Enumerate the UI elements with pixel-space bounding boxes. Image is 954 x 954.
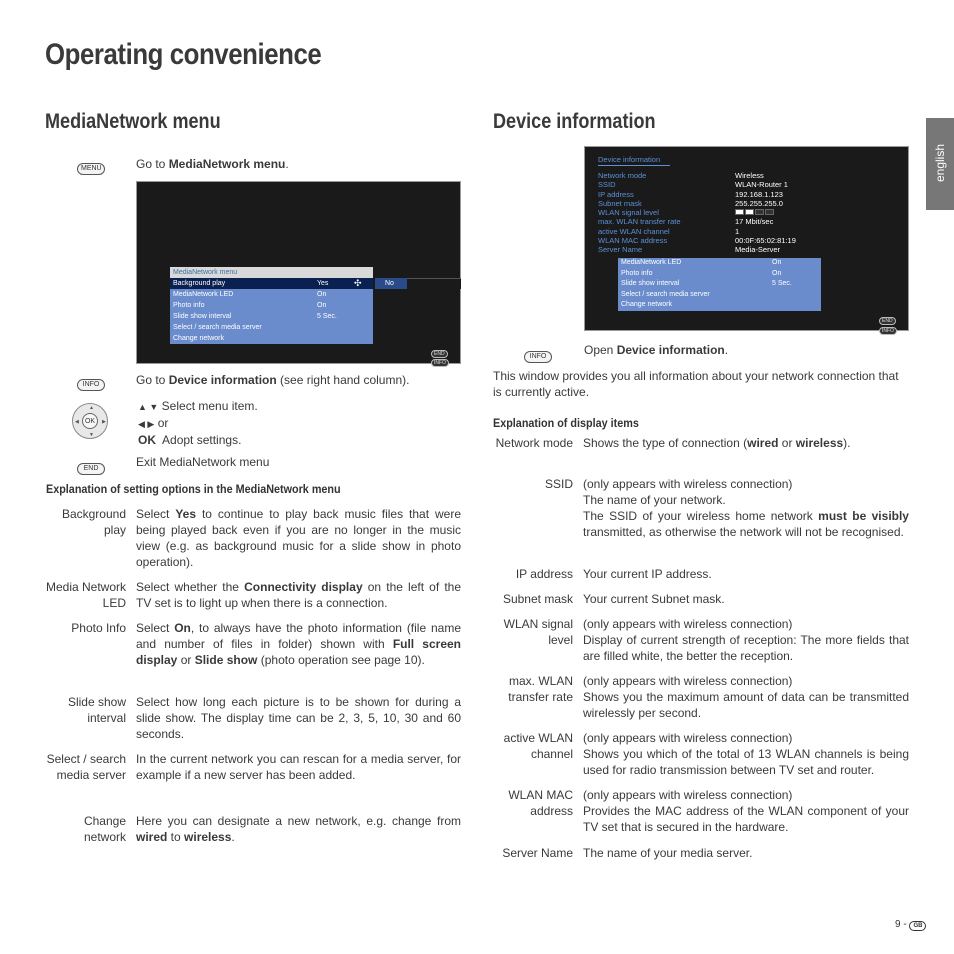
left-heading: MediaNetwork menu (45, 110, 221, 133)
left-item-desc: Select Yes to continue to play back music files that were being played back even if you are no longer in the music view (e.g. as background music for a slide show in photo operation). (136, 507, 462, 569)
device-screen-info-key: INFO (879, 319, 897, 337)
gb-badge-icon: GB (909, 921, 926, 931)
screen-end-key: END (431, 342, 448, 360)
device-info-key: WLAN signal level (598, 208, 659, 218)
language-tab-label: english (933, 143, 947, 183)
right-item-label: max. WLAN transfer rate (508, 674, 573, 704)
screen-info-key: INFO (431, 351, 449, 369)
menu-body (170, 278, 373, 344)
left-right-arrows-icon: ◀ ▶ (138, 419, 155, 429)
device-info-key: active WLAN channel (598, 226, 670, 236)
device-info-value: Wireless (735, 171, 764, 180)
menu-row-photo-info[interactable]: Photo info On (173, 302, 327, 309)
left-item-desc: Select how long each picture is to be shown for during a slide show. The display time can be 2, 3, 5, 10, 30 and 60 seconds. (136, 695, 461, 741)
right-item-label: SSID (544, 477, 573, 491)
right-item-desc: (only appears with wireless connection) Display of current strength of reception: The more fields that are filled white, the better the reception. (583, 617, 909, 663)
left-item-label: Background play (61, 507, 126, 537)
step-end-text: Exit MediaNetwork menu (136, 455, 270, 469)
step-info-text: Go to Device information (see right hand column). (136, 373, 410, 387)
device-menu-row[interactable]: Slide show interval 5 Sec. (621, 280, 792, 287)
left-item-label: Media Network LED (45, 580, 126, 610)
left-item-label: Change network (83, 814, 126, 844)
step-info (77, 373, 105, 391)
right-item-desc: (only appears with wireless connection) Shows you which of the total of 13 WLAN channels is being used for radio transmission between TV set and router. (583, 731, 909, 777)
device-info-key: SSID (598, 180, 616, 190)
device-menu-row[interactable]: Select / search media server (621, 290, 710, 298)
device-menu-row[interactable]: Photo info On (621, 269, 782, 277)
device-info-key: Subnet mask (598, 198, 642, 208)
step-ok-text: ▲ ▼ Select menu item. ◀ ▶ or OK Adopt settings. (138, 399, 258, 447)
right-item-label: WLAN signal level (503, 617, 573, 647)
device-screen-end-key: END (879, 309, 896, 327)
device-info-key: IP address (598, 189, 634, 199)
left-explanation-heading: Explanation of setting options in the MediaNetwork menu (46, 482, 341, 496)
device-info-header: Device information (598, 155, 670, 166)
menu-row-media-server[interactable]: Select / search media server (173, 324, 262, 331)
device-info-row (598, 236, 898, 245)
end-key-icon: END (77, 463, 105, 475)
device-info-value: WLAN-Router 1 (735, 180, 788, 190)
menu-key-icon: MENU (77, 163, 105, 175)
step-open-info (524, 345, 552, 363)
device-info-row (598, 227, 898, 236)
device-info-key: max. WLAN transfer rate (598, 217, 681, 227)
device-info-key: Server Name (598, 245, 643, 255)
left-item-desc: Select On, to always have the photo information (file name and number of files in folder) shown with Full screen display or Slide show (photo operation see page 10). (136, 621, 462, 667)
device-info-row (598, 180, 898, 189)
device-info-value: 255.255.255.0 (735, 198, 783, 208)
device-menu-row[interactable]: MediaNetwork LED On (621, 259, 782, 266)
page-title: Operating convenience (45, 38, 322, 71)
device-info-row (598, 208, 898, 217)
left-item-desc: Select whether the Connectivity display on the left of the TV set is to light up when there is a connection. (136, 580, 461, 610)
device-info-value: Media-Server (735, 245, 781, 255)
ok-key-icon: OK (82, 413, 98, 429)
right-item-label: Subnet mask (502, 592, 573, 606)
device-info-row (598, 190, 898, 199)
device-menu-row[interactable]: Change network (621, 301, 672, 308)
device-info-screen (584, 146, 909, 334)
left-item-desc: In the current network you can rescan for a media server, for example if a new server has been added. (136, 752, 461, 782)
right-item-desc: The name of your media server. (583, 846, 753, 860)
menu-row-medianetwork-led[interactable]: MediaNetwork LED On (173, 291, 327, 298)
device-info-value: 192.168.1.123 (735, 189, 783, 199)
medianetwork-menu-panel (170, 267, 373, 344)
submenu-value[interactable]: No (375, 278, 407, 289)
menu-header: MediaNetwork menu (170, 267, 373, 278)
step-menu (77, 157, 105, 175)
left-item-desc: Here you can designate a new network, e.g. change from wired to wireless. (136, 814, 461, 844)
right-item-desc: Shows the type of connection (wired or wireless). (583, 436, 851, 450)
step-end (77, 457, 105, 475)
device-info-value: 17 Mbit/sec (735, 217, 774, 227)
device-info-row (598, 217, 898, 226)
right-heading: Device information (493, 110, 656, 133)
signal-level-bar (735, 208, 775, 217)
menu-row-change-network[interactable]: Change network (173, 335, 224, 342)
left-item-label: Photo Info (71, 621, 126, 635)
submenu-strip (407, 278, 461, 289)
page-number: 9 - GB (895, 919, 926, 931)
left-item-label: Select / search media server (46, 752, 126, 782)
device-info-row (598, 171, 898, 180)
left-item-label: Slide show interval (67, 695, 126, 725)
right-intro: This window provides you all information about your network connection that is currently active. (493, 369, 899, 399)
device-info-row (598, 199, 898, 208)
navigation-pad-icon: OK ▲ ▼ ◀ ▶ (72, 403, 108, 439)
info-key-icon-right: INFO (524, 351, 552, 363)
move-cross-icon: ✣ (354, 278, 362, 288)
device-info-key: WLAN MAC address (598, 236, 668, 246)
device-info-value: 1 (735, 226, 740, 236)
right-item-desc: Your current Subnet mask. (583, 592, 725, 606)
right-item-desc: (only appears with wireless connection) Shows you the maximum amount of data can be transmitted wirelessly per second. (583, 674, 909, 720)
info-key-icon: INFO (77, 379, 105, 391)
up-down-arrows-icon: ▲ ▼ (138, 402, 159, 412)
step-menu-text: Go to MediaNetwork menu. (136, 157, 289, 171)
device-info-row (598, 245, 898, 254)
device-menu-panel (618, 258, 821, 311)
medianetwork-screen (136, 181, 461, 364)
device-info-table (598, 171, 898, 255)
menu-row-background-play[interactable]: Background play Yes ✣ (170, 278, 373, 289)
right-item-label: active WLAN channel (503, 731, 573, 761)
right-item-desc: Your current IP address. (583, 567, 712, 581)
right-item-desc: (only appears with wireless connection) The name of your network. The SSID of your wireless home network must be visibly transmitted, as otherwise the network will not be recognised. (583, 477, 909, 539)
right-item-desc: (only appears with wireless connection) Provides the MAC address of the WLAN component of your TV set that is secured in the hardware. (583, 788, 909, 834)
language-tab (926, 118, 954, 210)
right-item-label: Network mode (495, 436, 573, 450)
device-menu-body (618, 258, 821, 311)
device-info-key: Network mode (598, 171, 647, 180)
right-explanation-heading: Explanation of display items (493, 416, 639, 430)
device-info-value: 00:0F:65:02:81:19 (735, 236, 796, 246)
menu-row-slide-interval[interactable]: Slide show interval 5 Sec. (173, 313, 337, 320)
right-item-label: IP address (515, 567, 573, 581)
right-item-label: WLAN MAC address (508, 788, 573, 818)
right-item-label: Server Name (502, 846, 573, 860)
step-open-info-text: Open Device information. (584, 343, 729, 357)
